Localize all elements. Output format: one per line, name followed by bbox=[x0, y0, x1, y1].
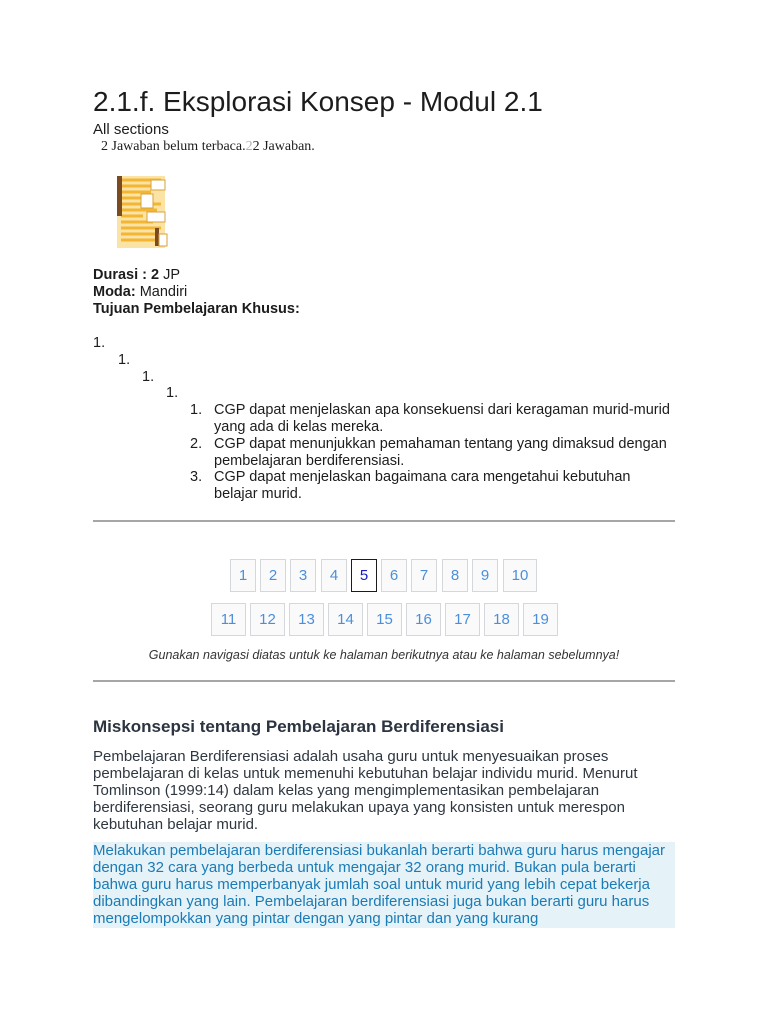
page-button-7[interactable]: 7 bbox=[411, 559, 437, 592]
objective-item bbox=[190, 402, 670, 436]
page-button-3[interactable]: 3 bbox=[290, 559, 316, 592]
page-button-17[interactable]: 17 bbox=[445, 603, 480, 636]
page-button-4[interactable]: 4 bbox=[321, 559, 347, 592]
objective-text: CGP dapat menjelaskan bagaimana cara mengetahui kebutuhan belajar murid. bbox=[214, 469, 631, 502]
unread-suffix: 2 Jawaban. bbox=[252, 139, 315, 154]
page-button-11[interactable]: 11 bbox=[211, 603, 246, 636]
objective-text: CGP dapat menunjukkan pemahaman tentang yang dimaksud dengan pembelajaran berdiferensiasi. bbox=[214, 436, 667, 469]
duration-label: Durasi : bbox=[93, 267, 147, 283]
page-button-8[interactable]: 8 bbox=[442, 559, 468, 592]
page-button-10[interactable]: 10 bbox=[503, 559, 537, 592]
objective-number: 1. bbox=[190, 402, 203, 418]
mode-label: Moda: bbox=[93, 284, 136, 300]
page-button-12[interactable]: 12 bbox=[250, 603, 285, 636]
page-button-18[interactable]: 18 bbox=[484, 603, 519, 636]
mode-value: Mandiri bbox=[139, 284, 188, 300]
page-button-19[interactable]: 19 bbox=[523, 603, 558, 636]
page-button-5-current[interactable]: 5 bbox=[351, 559, 377, 592]
duration-value: 2 bbox=[151, 267, 160, 283]
objective-number: 3. bbox=[190, 469, 203, 485]
page-button-6[interactable]: 6 bbox=[381, 559, 407, 592]
list-marker: 1. bbox=[166, 385, 179, 401]
list-marker: 1. bbox=[93, 335, 106, 351]
page-button-2[interactable]: 2 bbox=[260, 559, 286, 592]
objectives-heading: Tujuan Pembelajaran Khusus: bbox=[93, 301, 300, 317]
objective-text: CGP dapat menjelaskan apa konsekuensi dari keragaman murid-murid yang ada di kelas mereka. bbox=[214, 402, 670, 435]
all-sections-link[interactable]: All sections bbox=[93, 121, 169, 138]
page-button-1[interactable]: 1 bbox=[230, 559, 256, 592]
mode-line bbox=[93, 284, 300, 301]
objective-item bbox=[190, 469, 670, 503]
page-button-16[interactable]: 16 bbox=[406, 603, 441, 636]
list-marker: 1. bbox=[142, 369, 155, 385]
list-marker: 1. bbox=[118, 352, 131, 368]
page-title: 2.1.f. Eksplorasi Konsep - Modul 2.1 bbox=[93, 86, 543, 117]
section-paragraph: Pembelajaran Berdiferensiasi adalah usaha guru untuk menyesuaikan proses pembelajaran di kelas untuk memenuhi kebutuhan belajar individu murid. Menurut Tomlinson (1999:14) dalam kelas yang mengimplementasikan pembelajaran berdiferensiasi, seorang guru melakukan upaya yang konsisten untuk merespon kebutuhan belajar murid. bbox=[93, 748, 638, 833]
pagination-hint: Gunakan navigasi diatas untuk ke halaman berikutnya atau ke halaman sebelumnya! bbox=[148, 648, 620, 662]
page-button-9[interactable]: 9 bbox=[472, 559, 498, 592]
divider bbox=[93, 680, 675, 682]
unread-faint-count: 2 bbox=[245, 139, 253, 154]
page-button-13[interactable]: 13 bbox=[289, 603, 324, 636]
objective-number: 2. bbox=[190, 436, 203, 452]
section-heading: Miskonsepsi tentang Pembelajaran Berdiferensiasi bbox=[93, 717, 504, 736]
unread-replies-status bbox=[101, 139, 315, 155]
module-logo-icon bbox=[113, 172, 171, 252]
page-button-15[interactable]: 15 bbox=[367, 603, 402, 636]
highlight-callout: Melakukan pembelajaran berdiferensiasi bukanlah berarti bahwa guru harus mengajar dengan 32 cara yang berbeda untuk mengajar 32 orang murid. Bukan pula berarti bahwa guru harus memperbanyak jumlah soal untuk murid yang lebih cepat bekerja dibandingkan yang lain. Pembelajaran berdiferensiasi juga bukan berarti guru harus mengelompokkan yang pintar dengan yang pintar dan yang kurang bbox=[93, 842, 675, 928]
module-meta bbox=[93, 267, 300, 318]
objective-item bbox=[190, 436, 670, 470]
unread-prefix: 2 Jawaban belum terbaca. bbox=[101, 139, 246, 154]
divider bbox=[93, 520, 675, 522]
duration-unit: JP bbox=[163, 267, 181, 283]
duration-line bbox=[93, 267, 300, 284]
page-button-14[interactable]: 14 bbox=[328, 603, 363, 636]
